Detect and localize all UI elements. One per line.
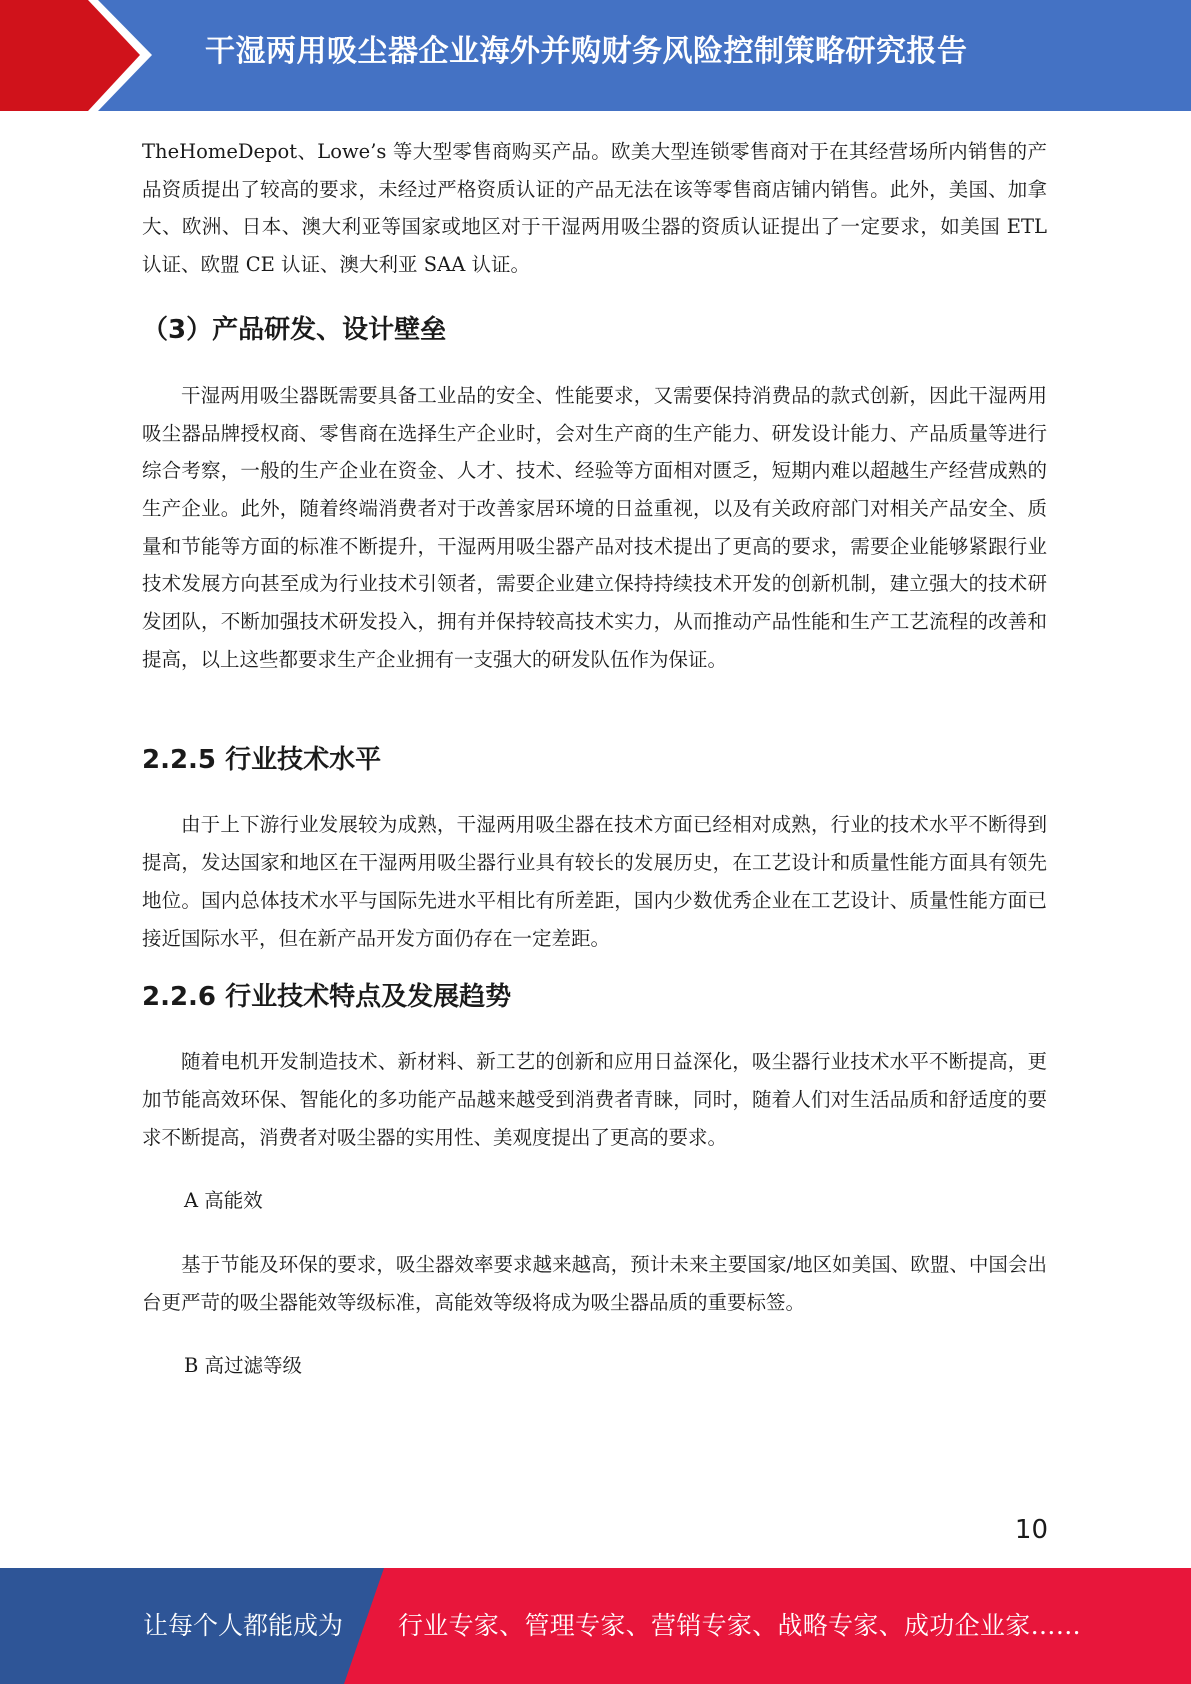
paragraph-technology-trends: 随着电机开发制造技术、新材料、新工艺的创新和应用日益深化，吸尘器行业技术水平不断提高，更加节能高效环保、智能化的多功能产品越来越受到消费者青睐，同时，随着人们对生活品质和舒适度的要求不断提高，消费者对吸尘器的实用性、美观度提出了更高的要求。 [142, 1050, 1047, 1149]
paragraph-technology-level: 由于上下游行业发展较为成熟，干湿两用吸尘器在技术方面已经相对成熟，行业的技术水平不断得到提高，发达国家和地区在干湿两用吸尘器行业具有较长的发展历史，在工艺设计和质量性能方面具有领先地位。国内总体技术水平与国际先进水平相比有所差距，国内少数优秀企业在工艺设计、质量性能方面已接近国际水平，但在新产品开发方面仍存在一定差距。 [142, 813, 1047, 950]
paragraph-rd-design-barrier: 干湿两用吸尘器既需要具备工业品的安全、性能要求，又需要保持消费品的款式创新，因此干湿两用吸尘器品牌授权商、零售商在选择生产企业时，会对生产商的生产能力、研发设计能力、产品质量等进行综合考察，一般的生产企业在资金、人才、技术、经验等方面相对匮乏，短期内难以超越生产经营成熟的生产企业。此外，随着终端消费者对于改善家居环境的日益重视，以及有关政府部门对相关产品安全、质量和节能等方面的标准不断提升，干湿两用吸尘器产品对技术提出了更高的要求，需要企业能够紧跟行业技术发展方向甚至成为行业技术引领者，需要企业建立保持持续技术开发的创新机制，建立强大的技术研发团队，不断加强技术研发投入，拥有并保持较高技术实力，从而推动产品性能和生产工艺流程的改善和提高，以上这些都要求生产企业拥有一支强大的研发队伍作为保证。 [142, 383, 1047, 671]
section-heading-2-2-6: 2.2.6 行业技术特点及发展趋势 [142, 982, 512, 1013]
footer-slogan-left: 让每个人都能成为 [143, 1611, 344, 1640]
footer-bar [0, 1568, 1191, 1684]
item-b-high-filtration: B 高过滤等级 [184, 1354, 303, 1378]
page-number: 10 [1014, 1515, 1048, 1545]
subheading-rd-design-barrier: （3）产品研发、设计壁垒 [142, 314, 447, 345]
footer-slogan-right: 行业专家、管理专家、营销专家、战略专家、成功企业家…… [398, 1611, 1082, 1640]
report-title: 干湿两用吸尘器企业海外并购财务风险控制策略研究报告 [205, 34, 968, 69]
paragraph-high-efficiency: 基于节能及环保的要求，吸尘器效率要求越来越高，预计未来主要国家/地区如美国、欧盟、中国会出台更严苛的吸尘器能效等级标准，高能效等级将成为吸尘器品质的重要标签。 [142, 1253, 1047, 1314]
header-chevron-logo [0, 0, 160, 111]
section-heading-2-2-5: 2.2.5 行业技术水平 [142, 745, 382, 776]
page-content [142, 133, 1047, 1385]
item-a-high-efficiency: A 高能效 [184, 1189, 263, 1213]
header-bar [0, 0, 1191, 111]
paragraph-retailer-certification: TheHomeDepot、Lowe’s 等大型零售商购买产品。欧美大型连锁零售商对于在其经营场所内销售的产品资质提出了较高的要求，未经过严格资质认证的产品无法在该等零售商店铺内销售。此外，美国、加拿大、欧洲、日本、澳大利亚等国家或地区对于干湿两用吸尘器的资质认证提出了一定要求，如美国 ETL 认证、欧盟 CE 认证、澳大利亚 SAA 认证。 [142, 140, 1047, 277]
